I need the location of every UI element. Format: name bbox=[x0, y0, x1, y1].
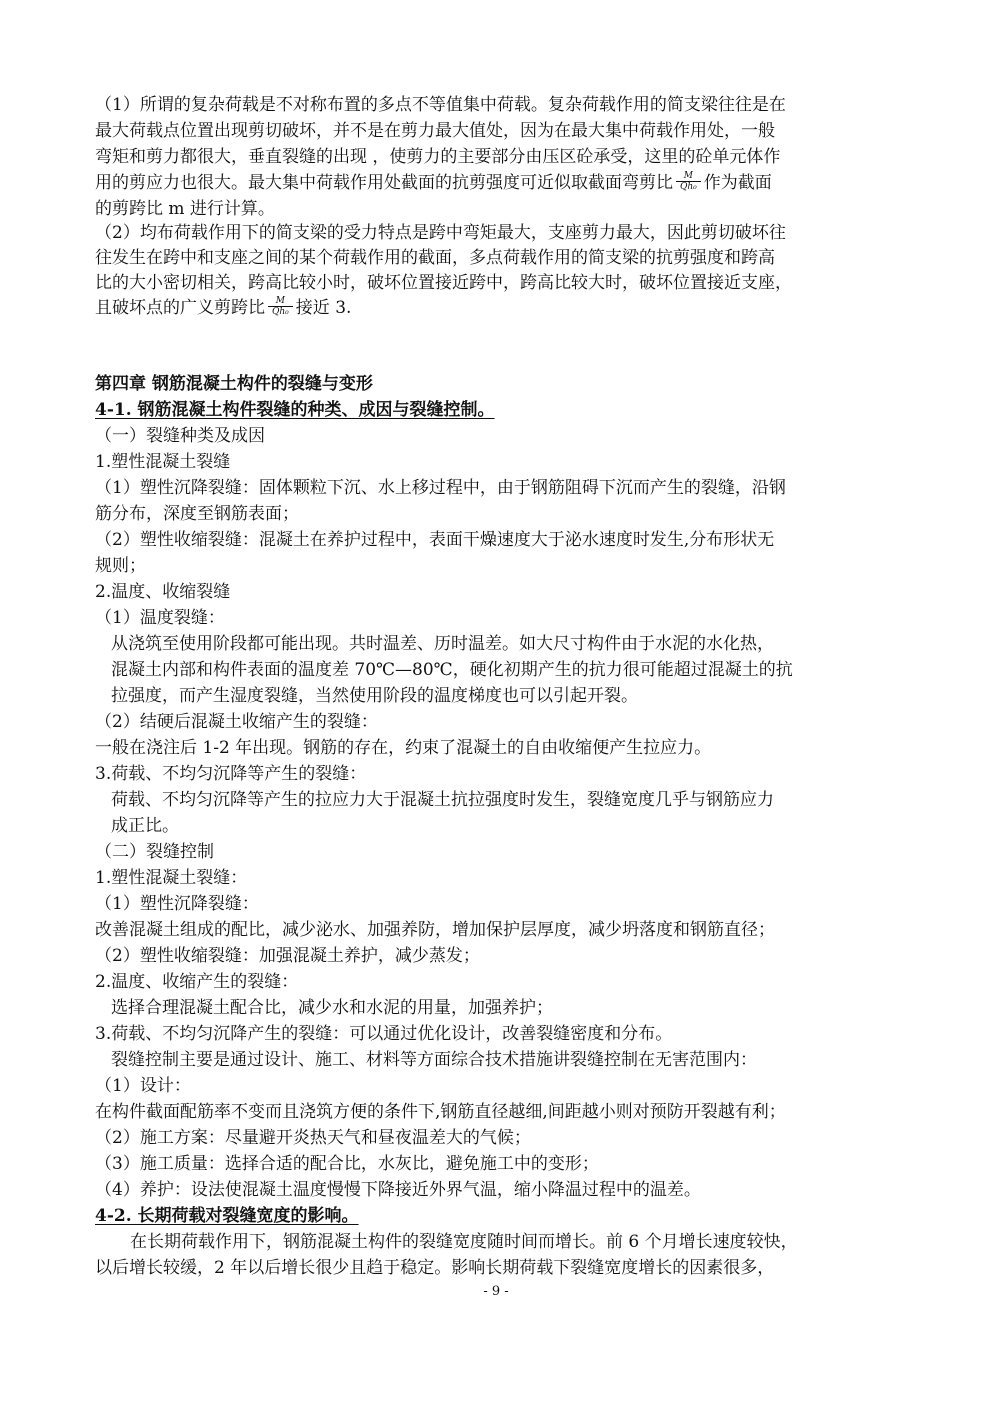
para-line: 从浇筑至使用阶段都可能出现。共时温差、历时温差。如大尺寸构件由于水泥的水化热， bbox=[111, 634, 774, 654]
page-number: - 9 - bbox=[483, 1284, 509, 1299]
para-line: （2）施工方案：尽量避开炎热天气和昼夜温差大的气候； bbox=[95, 1128, 531, 1148]
chapter-title: 第四章 钢筋混凝土构件的裂缝与变形 bbox=[95, 374, 373, 394]
para-text: 接近 3. bbox=[295, 298, 352, 318]
para-line: 选择合理混凝土配合比，减少水和水泥的用量，加强养护； bbox=[111, 998, 553, 1018]
para-line: 2.温度、收缩裂缝 bbox=[95, 582, 231, 602]
para-line: 改善混凝土组成的配比，减少泌水、加强养防，增加保护层厚度，减少坍落度和钢筋直径； bbox=[95, 920, 775, 940]
para-line: 比的大小密切相关，跨高比较小时，破坏位置接近跨中，跨高比较大时，破坏位置接近支座， bbox=[95, 273, 792, 293]
para-text: 用的剪应力也很大。最大集中荷载作用处截面的抗剪强度可近似取截面弯剪比 bbox=[95, 173, 673, 193]
para-line: 成正比。 bbox=[111, 816, 179, 836]
para-line bbox=[95, 171, 772, 195]
para-line: （1）塑性沉降裂缝：固体颗粒下沉、水上移过程中，由于钢筋阻碍下沉而产生的裂缝，沿钢 bbox=[95, 478, 786, 498]
section-title-4-2: 4-2. 长期荷载对裂缝宽度的影响。 bbox=[95, 1206, 359, 1226]
para-line: 2.温度、收缩产生的裂缝： bbox=[95, 972, 299, 992]
para-line: （2）塑性收缩裂缝：混凝土在养护过程中，表面干燥速度大于泌水速度时发生,分布形状无 bbox=[95, 530, 775, 550]
para-line: 3.荷载、不均匀沉降等产生的裂缝： bbox=[95, 764, 367, 784]
para-line: 混凝土内部和构件表面的温度差 70℃—80℃，硬化初期产生的抗力很可能超过混凝土的抗 bbox=[111, 660, 793, 680]
shear-ratio-fraction bbox=[268, 296, 293, 317]
para-line: （1）设计： bbox=[95, 1076, 191, 1096]
para-line: 在长期荷载作用下，钢筋混凝土构件的裂缝宽度随时间而增长。前 6 个月增长速度较快， bbox=[130, 1232, 798, 1252]
fraction-numerator: M bbox=[275, 296, 285, 306]
para-line: （1）温度裂缝： bbox=[95, 608, 225, 628]
para-line: 规则； bbox=[95, 556, 146, 576]
para-line: 在构件截面配筋率不变而且浇筑方便的条件下,钢筋直径越细,间距越小则对预防开裂越有利； bbox=[95, 1102, 786, 1122]
para-text: 作为截面 bbox=[703, 173, 772, 193]
para-line: 裂缝控制主要是通过设计、施工、材料等方面综合技术措施讲裂缝控制在无害范围内： bbox=[111, 1050, 757, 1070]
para-line: 一般在浇注后 1-2 年出现。钢筋的存在，约束了混凝土的自由收缩便产生拉应力。 bbox=[95, 738, 712, 758]
para-line: （1）所谓的复杂荷载是不对称布置的多点不等值集中荷载。复杂荷载作用的简支梁往往是在 bbox=[95, 95, 786, 115]
para-line: （4）养护：设法使混凝土温度慢慢下降接近外界气温，缩小降温过程中的温差。 bbox=[95, 1180, 701, 1200]
para-line: （2）塑性收缩裂缝：加强混凝土养护，减少蒸发； bbox=[95, 946, 480, 966]
para-line: 筋分布，深度至钢筋表面； bbox=[95, 504, 299, 524]
para-line: （二）裂缝控制 bbox=[95, 842, 214, 862]
para-text: 且破坏点的广义剪跨比 bbox=[95, 298, 265, 318]
para-line: 的剪跨比 m 进行计算。 bbox=[95, 199, 275, 219]
para-line: 最大荷载点位置出现剪切破坏，并不是在剪力最大值处，因为在最大集中荷载作用处，一般 bbox=[95, 121, 775, 141]
para-line: 荷载、不均匀沉降等产生的拉应力大于混凝土抗拉强度时发生，裂缝宽度几乎与钢筋应力 bbox=[111, 790, 774, 810]
para-line: 拉强度，而产生湿度裂缝，当然使用阶段的温度梯度也可以引起开裂。 bbox=[111, 686, 638, 706]
para-line bbox=[95, 296, 351, 320]
para-line: 3.荷载、不均匀沉降产生的裂缝：可以通过优化设计，改善裂缝密度和分布。 bbox=[95, 1024, 673, 1044]
para-line: 1.塑性混凝土裂缝 bbox=[95, 452, 231, 472]
para-line: 1.塑性混凝土裂缝： bbox=[95, 868, 248, 888]
para-line: 以后增长较缓，2 年以后增长很少且趋于稳定。影响长期荷载下裂缝宽度增长的因素很多， bbox=[95, 1258, 775, 1278]
para-line: （3）施工质量：选择合适的配合比，水灰比，避免施工中的变形； bbox=[95, 1154, 599, 1174]
fraction-numerator: M bbox=[683, 171, 693, 181]
fraction-denominator: Qh₀ bbox=[268, 306, 293, 317]
section-title-4-1: 4-1. 钢筋混凝土构件裂缝的种类、成因与裂缝控制。 bbox=[95, 400, 495, 420]
para-line: （1）塑性沉降裂缝： bbox=[95, 894, 259, 914]
para-line: （一）裂缝种类及成因 bbox=[95, 426, 265, 446]
para-line: （2）结硬后混凝土收缩产生的裂缝： bbox=[95, 712, 378, 732]
para-line: 往发生在跨中和支座之间的某个荷载作用的截面，多点荷载作用的简支梁的抗剪强度和跨高 bbox=[95, 248, 775, 268]
shear-ratio-fraction bbox=[676, 171, 701, 192]
fraction-denominator: Qh₀ bbox=[676, 181, 701, 192]
para-line: （2）均布荷载作用下的简支梁的受力特点是跨中弯矩最大，支座剪力最大，因此剪切破坏往 bbox=[95, 223, 786, 243]
para-line: 弯矩和剪力都很大，垂直裂缝的出现 ，使剪力的主要部分由压区砼承受，这里的砼单元体作 bbox=[95, 147, 781, 167]
